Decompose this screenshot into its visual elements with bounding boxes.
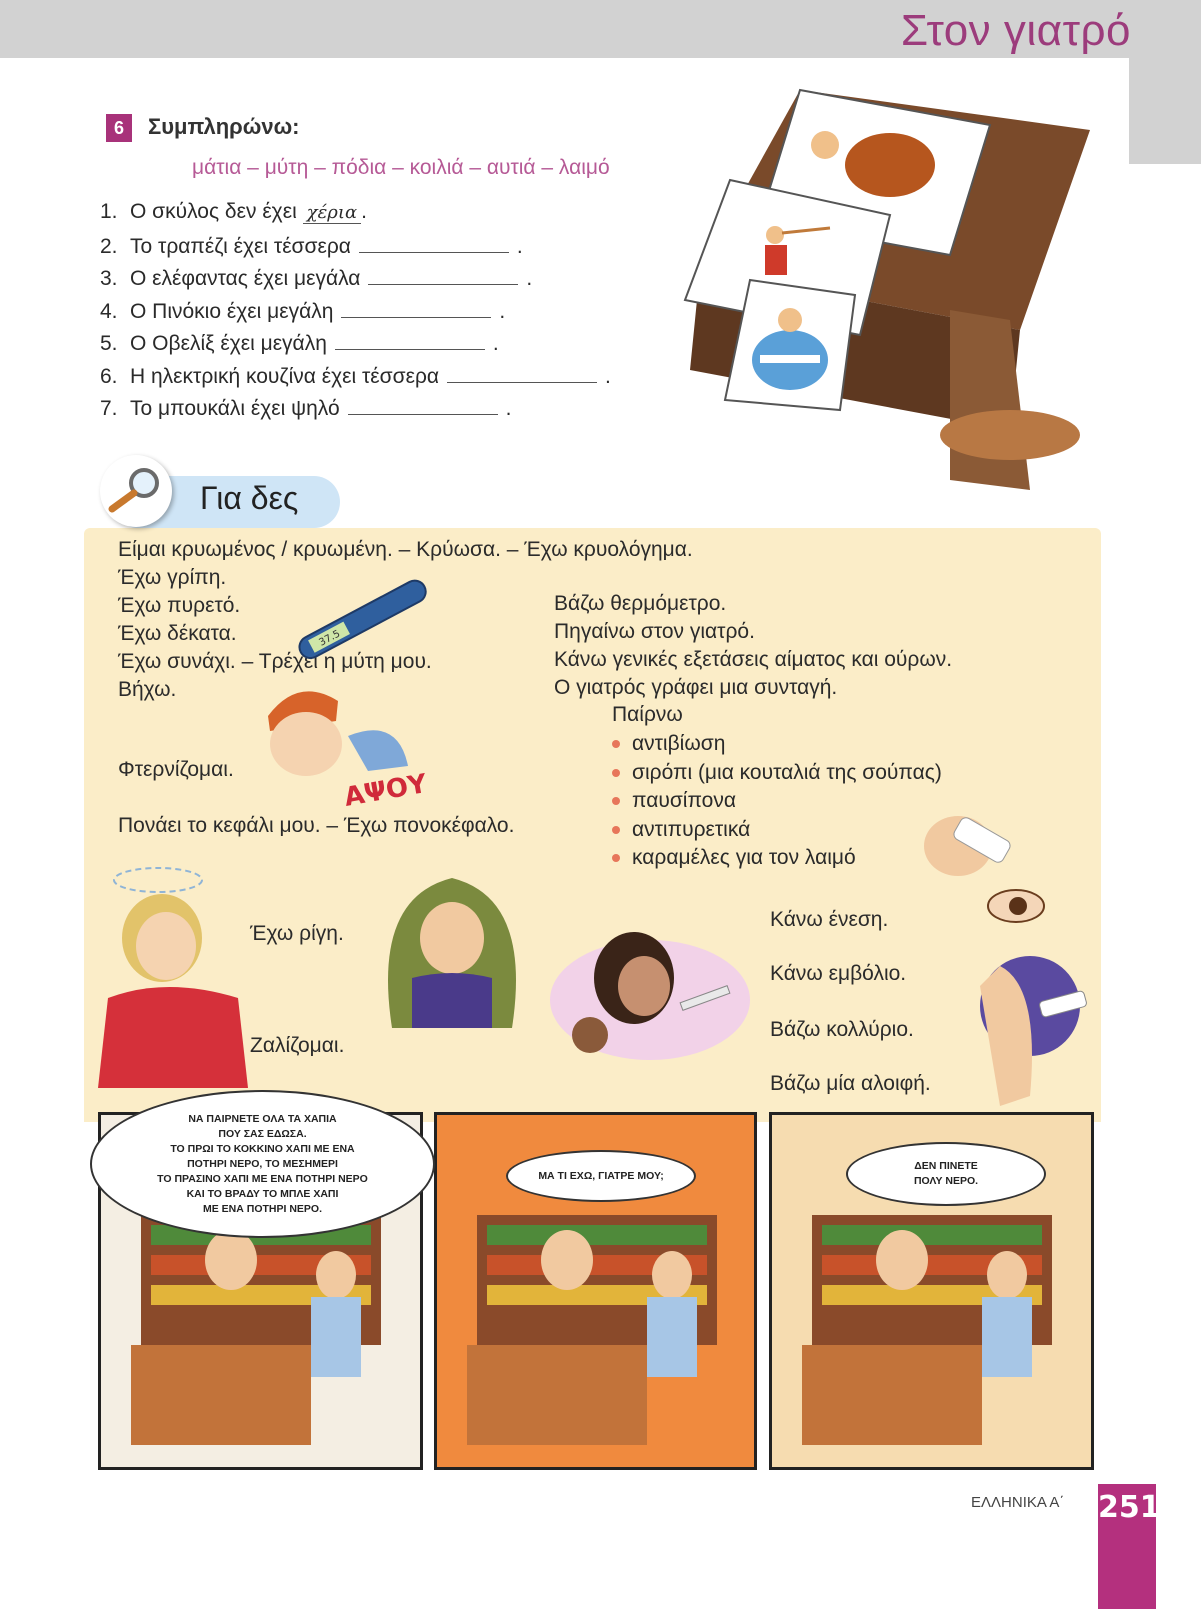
action-tests: Κάνω γενικές εξετάσεις αίματος και ούρων. [554, 648, 953, 671]
headache-line: Πονάει το κεφάλι μου. – Έχω πονοκέφαλο. [118, 814, 515, 837]
treatment-vaccine: Κάνω εμβόλιο. [770, 962, 907, 985]
bubble-line: ΤΟ ΠΡΩΙ ΤΟ ΚΟΚΚΙΝΟ ΧΑΠΙ ΜΕ ΕΝΑ [170, 1142, 355, 1155]
bubble-line: ΚΑΙ ΤΟ ΒΡΑΔΥ ΤΟ ΜΠΛΕ ΧΑΠΙ [186, 1187, 339, 1200]
medicine-label: καραμέλες για τον λαιμό [632, 846, 856, 870]
exercise-number-badge: 6 [106, 114, 132, 142]
item-number: 2. [100, 234, 118, 258]
medicine-label: παυσίπονα [632, 789, 736, 813]
medicine-list [612, 730, 942, 873]
symptom-low-fever: Έχω δέκατα. [118, 622, 237, 645]
table-cards-illustration [690, 70, 1110, 510]
shivering-man-illustration [372, 868, 532, 1038]
item-text: Το μπουκάλι έχει ψηλό [130, 397, 340, 420]
bubble-line: ΜΕ ΕΝΑ ΠΟΤΗΡΙ ΝΕΡΟ. [202, 1202, 322, 1215]
item-number: 6. [100, 364, 118, 388]
speech-bubble-doctor-1 [90, 1090, 435, 1238]
thermometer-icon [282, 572, 452, 662]
thermometer-reading: 37.5 [317, 628, 343, 649]
item-text: Ο Πινόκιο έχει μεγάλη [130, 299, 334, 323]
symptom-fever: Έχω πυρετό. [118, 594, 241, 617]
medicine-label: αντιβίωση [632, 732, 726, 756]
answer-blank[interactable] [359, 233, 509, 253]
item-end: . [492, 332, 499, 355]
exercise-item [100, 265, 720, 298]
book-title: ΕΛΛΗΝΙΚΑ Α΄ [971, 1494, 1065, 1511]
item-end: . [605, 364, 611, 388]
item-end: . [526, 267, 533, 290]
dizzy-label: Ζαλίζομαι. [250, 1034, 345, 1057]
ointment-leg-illustration [970, 946, 1100, 1116]
exercise-item [100, 200, 720, 233]
chapter-title: Στον γιατρό [900, 6, 1131, 55]
medicine-item [612, 730, 942, 759]
dizzy-woman-illustration [88, 858, 258, 1098]
page-number: 251 [1098, 1490, 1161, 1525]
magnifier-badge [100, 455, 172, 527]
magnifier-icon [100, 455, 172, 527]
item-number: 7. [100, 397, 118, 420]
exercise-list [100, 200, 720, 428]
answer-blank[interactable] [447, 363, 597, 383]
header-strip [1129, 58, 1201, 164]
bullet-icon [612, 826, 620, 834]
speech-bubble-patient: ΜΑ ΤΙ ΕΧΩ, ΓΙΑΤΡΕ ΜΟΥ; [506, 1150, 696, 1202]
medicine-item [612, 816, 942, 845]
medicine-item [612, 844, 942, 873]
treatment-injection: Κάνω ένεση. [770, 908, 889, 931]
answer-blank[interactable] [335, 330, 485, 350]
symptom-flu: Έχω γρίπη. [118, 566, 227, 589]
medicine-item [612, 759, 942, 788]
bullet-icon [612, 854, 620, 862]
item-end: . [499, 299, 506, 323]
item-text: Ο σκύλος δεν έχει [130, 200, 297, 223]
medicine-item [612, 787, 942, 816]
action-thermometer: Βάζω θερμόμετρο. [554, 592, 727, 615]
answer-blank[interactable] [341, 298, 491, 318]
bullet-icon [612, 740, 620, 748]
exercise-item [100, 395, 720, 428]
shivers-label: Έχω ρίγη. [250, 922, 344, 945]
exercise-item [100, 233, 720, 266]
exercise-title: Συμπληρώνω: [148, 114, 300, 139]
exercise-item [100, 330, 720, 363]
speech-bubble-doctor-2 [846, 1142, 1046, 1206]
item-end: . [516, 234, 523, 258]
take-label: Παίρνω [612, 703, 683, 726]
answer-blank[interactable] [348, 395, 498, 415]
cold-line: Είμαι κρυωμένος / κρυωμένη. – Κρύωσα. – Έχω κρυολόγημα. [118, 538, 693, 561]
item-text: Ο ελέφαντας έχει μεγάλα [130, 267, 361, 290]
treatment-eye-drops: Βάζω κολλύριο. [770, 1018, 914, 1041]
item-number: 5. [100, 332, 118, 355]
bubble-line: ΝΑ ΠΑΙΡΝΕΤΕ ΟΛΑ ΤΑ ΧΑΠΙΑ [188, 1112, 337, 1125]
item-number: 4. [100, 299, 118, 323]
item-number: 3. [100, 267, 118, 290]
item-end: . [505, 397, 512, 420]
symptom-runny-nose: Έχω συνάχι. – Τρέχει η μύτη μου. [118, 650, 432, 673]
sneeze-sound: ΑΨΟΥ [342, 768, 430, 813]
medicine-label: σιρόπι (μια κουταλιά της σούπας) [632, 760, 942, 784]
symptom-cough: Βήχω. [118, 678, 177, 701]
exercise-item [100, 363, 720, 396]
medicine-label: αντιπυρετικά [632, 817, 751, 841]
bubble-line: ΠΟΥ ΣΑΣ ΕΔΩΣΑ. [218, 1127, 307, 1140]
bubble-line: ΠΟΛΥ ΝΕΡΟ. [913, 1175, 979, 1187]
answer-blank[interactable] [368, 265, 518, 285]
eye-drops-illustration [918, 806, 1048, 946]
action-prescription: Ο γιατρός γράφει μια συνταγή. [554, 676, 838, 699]
item-end: . [361, 200, 367, 223]
bullet-icon [612, 769, 620, 777]
sneeze-label: Φτερνίζομαι. [118, 758, 234, 781]
item-text: Ο Οβελίξ έχει μεγάλη [130, 332, 327, 355]
injection-girl-illustration [550, 920, 770, 1070]
bubble-line: ΤΟ ΠΡΑΣΙΝΟ ΧΑΠΙ ΜΕ ΕΝΑ ΠΟΤΗΡΙ ΝΕΡΟ [157, 1172, 368, 1185]
bubble-line: ΠΟΤΗΡΙ ΝΕΡΟ, ΤΟ ΜΕΣΗΜΕΡΙ [187, 1157, 338, 1170]
word-bank: μάτια – μύτη – πόδια – κοιλιά – αυτιά – λαιμό [192, 156, 610, 179]
action-doctor: Πηγαίνω στον γιατρό. [554, 620, 755, 643]
giades-title: Για δες [200, 480, 299, 516]
item-number: 1. [100, 200, 118, 223]
sneezing-child-illustration [258, 676, 430, 816]
treatment-ointment: Βάζω μία αλοιφή. [770, 1072, 931, 1095]
item-text: Το τραπέζι έχει τέσσερα [130, 234, 351, 258]
bullet-icon [612, 797, 620, 805]
handwritten-answer[interactable]: χέρια [303, 202, 361, 224]
item-text: Η ηλεκτρική κουζίνα έχει τέσσερα [130, 364, 440, 388]
bubble-line: ΔΕΝ ΠΙΝΕΤΕ [914, 1160, 978, 1172]
exercise-item [100, 298, 720, 331]
